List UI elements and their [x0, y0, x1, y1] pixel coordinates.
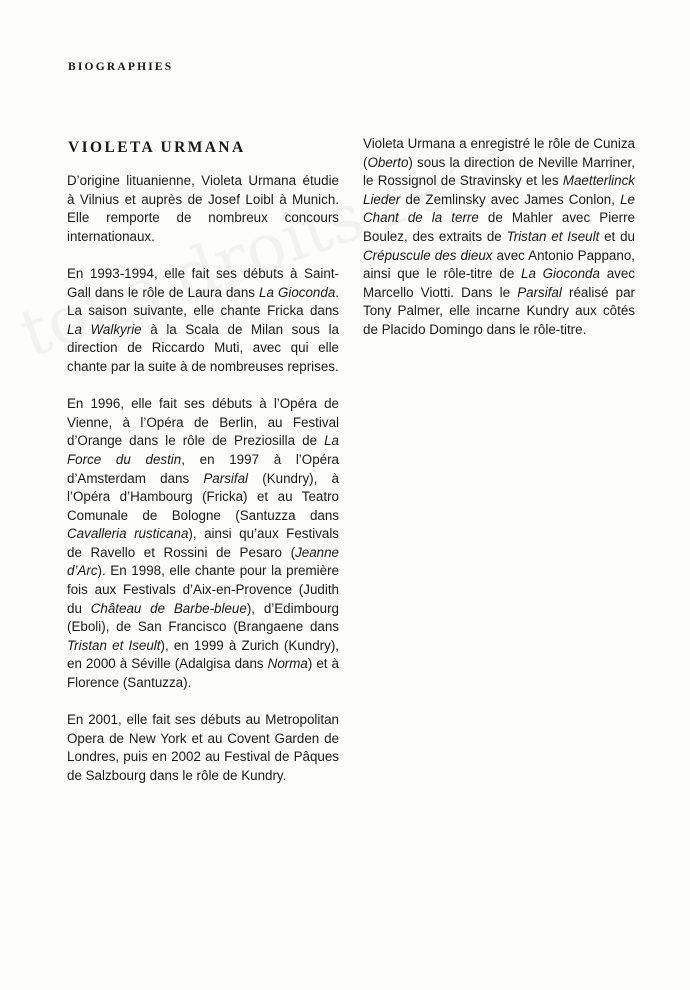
italic-title: Tristan et Iseult: [67, 637, 161, 653]
text-run: avec Antonio Pappano, ainsi que le rôle-titre de: [363, 247, 635, 282]
paragraph: [67, 711, 339, 785]
text-run: ) sous la direction de Neville Marriner, le Rossignol de Stravinsky et les: [363, 154, 635, 189]
paragraph: [67, 395, 339, 693]
text-run: En 1993-1994, elle fait ses débuts à Saint-Gall dans le rôle de Laura dans: [67, 265, 339, 300]
text-run: D’origine lituanienne, Violeta Urmana étudie à Vilnius et auprès de Josef Loibl à Munich. Elle remporte de nombreux concours internationaux.: [67, 173, 339, 244]
text-run: de Zemlinsky avec James Conlon,: [400, 191, 621, 207]
italic-title: Crépuscule des dieux: [363, 247, 493, 263]
paragraph: [67, 265, 339, 377]
italic-title: Parsifal: [203, 470, 249, 486]
italic-title: Château de Barbe-bleue: [90, 600, 247, 616]
paragraph: [363, 135, 635, 340]
text-run: réalisé par Tony Palmer, elle incarne Kundry aux côtés de Placido Domingo dans le rôle-titre.: [363, 284, 635, 337]
text-run: ), en 1999 à Zurich (Kundry), en 2000 à Séville (Adalgisa dans: [67, 637, 339, 672]
text-run: ). En 1998, elle chante pour la première fois aux Festivals d’Aix-en-Provence (Judith du: [67, 563, 339, 616]
text-run: et du: [599, 228, 635, 244]
text-run: . La saison suivante, elle chante Fricka dans: [67, 284, 339, 319]
italic-title: Cavalleria rusticana: [67, 526, 189, 542]
paragraph: [67, 172, 339, 246]
text-run: avec Marcello Viotti. Dans le: [363, 266, 635, 300]
text-run: ) et à Florence (Santuzza).: [67, 656, 340, 691]
italic-title: Maetterlinck Lieder: [363, 173, 635, 207]
italic-title: Le Chant de la terre: [363, 191, 635, 226]
text-run: (Kundry), à l’Opéra d’Hambourg (Fricka) et au Teatro Comunale de Bologne (Santuzza dans: [67, 470, 339, 523]
italic-title: Tristan et Iseult: [506, 228, 600, 244]
italic-title: La Force du destin: [67, 433, 339, 467]
italic-title: La Walkyrie: [67, 321, 142, 337]
text-run: Violeta Urmana a enregistré le rôle de Cuniza (: [363, 136, 635, 170]
text-run: ), d’Edimbourg (Eboli), de San Francisco (Brangaene dans: [67, 600, 339, 635]
section-header: BIOGRAPHIES: [68, 61, 174, 73]
italic-title: La Gioconda: [521, 266, 600, 282]
italic-title: Jeanne d’Arc: [67, 544, 339, 579]
italic-title: Norma: [267, 656, 308, 672]
text-run: , en 1997 à l’Opéra d’Amsterdam dans: [67, 451, 339, 486]
text-run: à la Scala de Milan sous la direction de Riccardo Muti, avec qui elle chante par la suite à de nombreuses reprises.: [67, 321, 339, 374]
right-column: [363, 135, 635, 358]
left-column: [67, 172, 339, 804]
italic-title: Oberto: [367, 154, 409, 170]
italic-title: La Gioconda: [259, 284, 336, 300]
text-run: de Mahler avec Pierre Boulez, des extraits de: [363, 210, 635, 244]
text-run: ), ainsi qu’aux Festivals de Ravello et Rossini de Pesaro (: [67, 526, 340, 560]
text-run: En 2001, elle fait ses débuts au Metropolitan Opera de New York et au Covent Garden de Londres, puis en 2002 au Festival de Pâques de Salzbourg dans le rôle de Kundry.: [67, 712, 339, 783]
biography-title: VIOLETA URMANA: [68, 139, 246, 156]
italic-title: Parsifal: [517, 284, 562, 300]
text-run: En 1996, elle fait ses débuts à l’Opéra de Vienne, à l’Opéra de Berlin, au Festival d’Orange dans le rôle de Preziosilla de: [67, 396, 339, 449]
